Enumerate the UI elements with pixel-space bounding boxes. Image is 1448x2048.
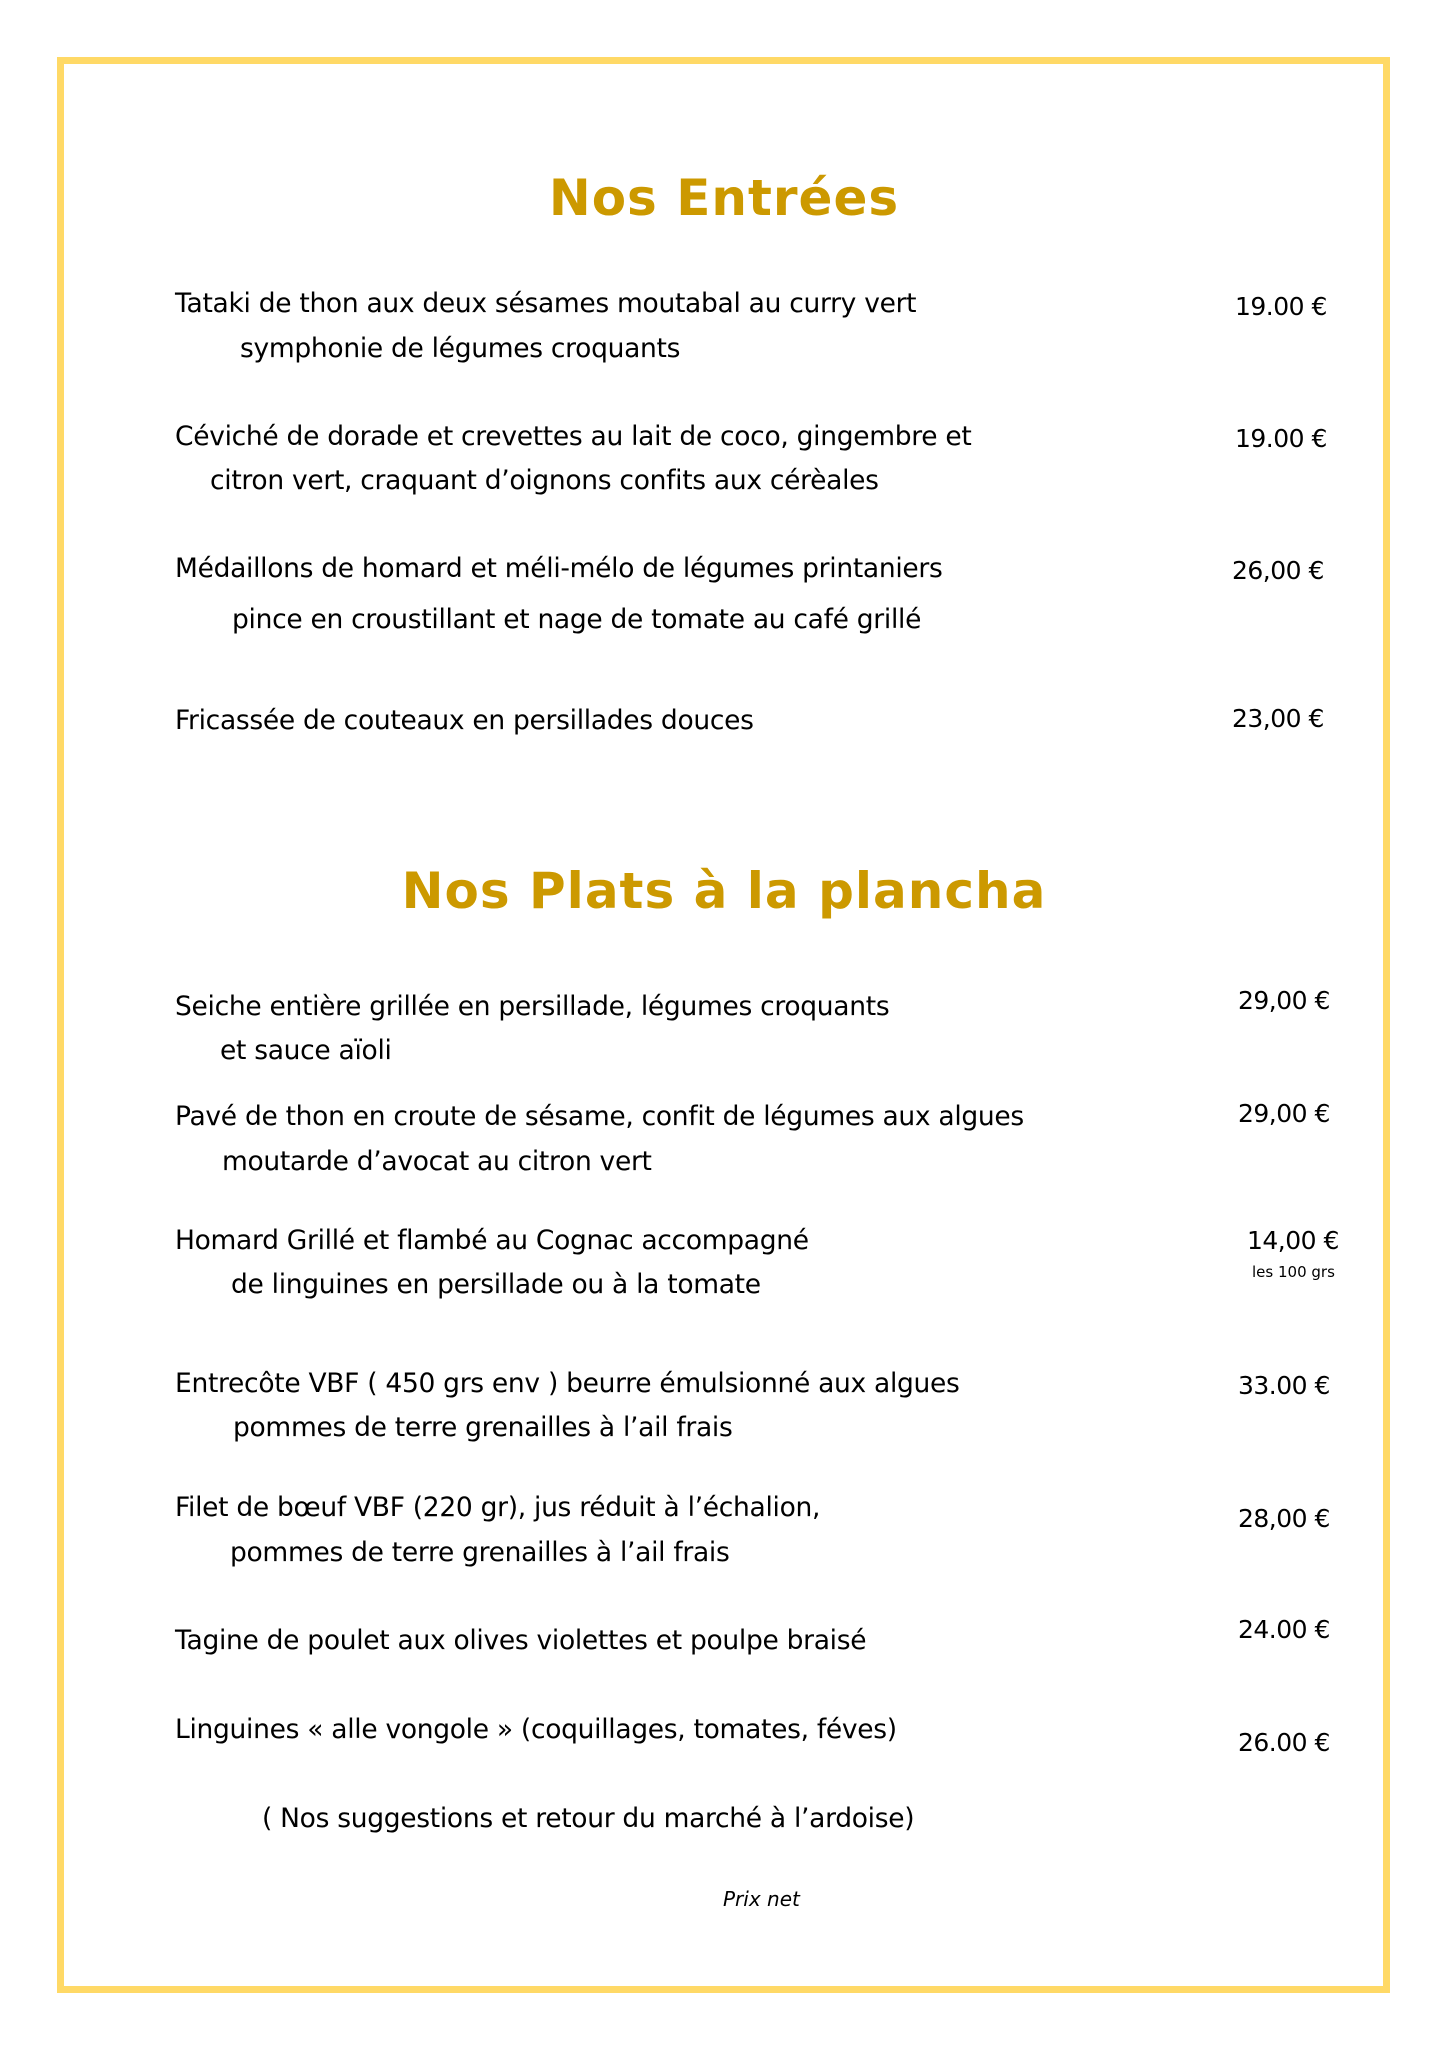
suggestions-note: ( Nos suggestions et retour du marché à l’ardoise) <box>262 1803 915 1834</box>
item-description-line: Céviché de dorade et crevettes au lait de coco, gingembre et <box>175 421 972 452</box>
item-price: 24.00 € <box>1238 1615 1330 1644</box>
item-description-line: symphonie de légumes croquants <box>240 333 681 364</box>
item-description-line: Tagine de poulet aux olives violettes et poulpe braisé <box>175 1625 867 1656</box>
item-price: 29,00 € <box>1238 1099 1330 1128</box>
item-price: 29,00 € <box>1238 986 1330 1015</box>
item-description-line: citron vert, craquant d’oignons confits aux cérèales <box>210 465 879 496</box>
item-description-line: Homard Grillé et flambé au Cognac accompagné <box>175 1225 809 1256</box>
item-price: 23,00 € <box>1232 704 1324 733</box>
item-description-line: pince en croustillant et nage de tomate au café grillé <box>232 604 922 635</box>
item-description-line: Linguines « alle vongole » (coquillages, tomates, féves) <box>175 1714 897 1745</box>
section-title-plats-plancha: Nos Plats à la plancha <box>401 862 1047 920</box>
item-description-line: pommes de terre grenailles à l’ail frais <box>230 1537 730 1568</box>
item-price: 26.00 € <box>1238 1728 1330 1757</box>
item-price: 19.00 € <box>1235 424 1327 453</box>
item-description-line: Tataki de thon aux deux sésames moutabal au curry vert <box>175 288 917 319</box>
price-footer: Prix net <box>723 1887 800 1911</box>
item-description-line: de linguines en persillade ou à la tomate <box>231 1269 761 1300</box>
section-title-entrees: Nos Entrées <box>548 169 900 227</box>
item-description-line: pommes de terre grenailles à l’ail frais <box>233 1412 733 1443</box>
item-description-line: Entrecôte VBF ( 450 grs env ) beurre émulsionné aux algues <box>175 1368 960 1399</box>
item-price-unit: les 100 grs <box>1252 1263 1335 1281</box>
item-price: 19.00 € <box>1235 292 1327 321</box>
item-price: 26,00 € <box>1232 556 1324 585</box>
item-price: 28,00 € <box>1238 1504 1330 1533</box>
item-description-line: Médaillons de homard et méli-mélo de légumes printaniers <box>175 553 943 584</box>
item-price: 33.00 € <box>1238 1371 1330 1400</box>
item-description-line: Seiche entière grillée en persillade, légumes croquants <box>175 991 890 1022</box>
item-description-line: et sauce aïoli <box>220 1035 392 1066</box>
item-description-line: Fricassée de couteaux en persillades douces <box>175 705 754 736</box>
item-description-line: Filet de bœuf VBF (220 gr), jus réduit à l’échalion, <box>175 1492 821 1523</box>
item-description-line: Pavé de thon en croute de sésame, confit de légumes aux algues <box>175 1101 1024 1132</box>
item-description-line: moutarde d’avocat au citron vert <box>222 1146 652 1177</box>
item-price: 14,00 € <box>1247 1226 1339 1255</box>
